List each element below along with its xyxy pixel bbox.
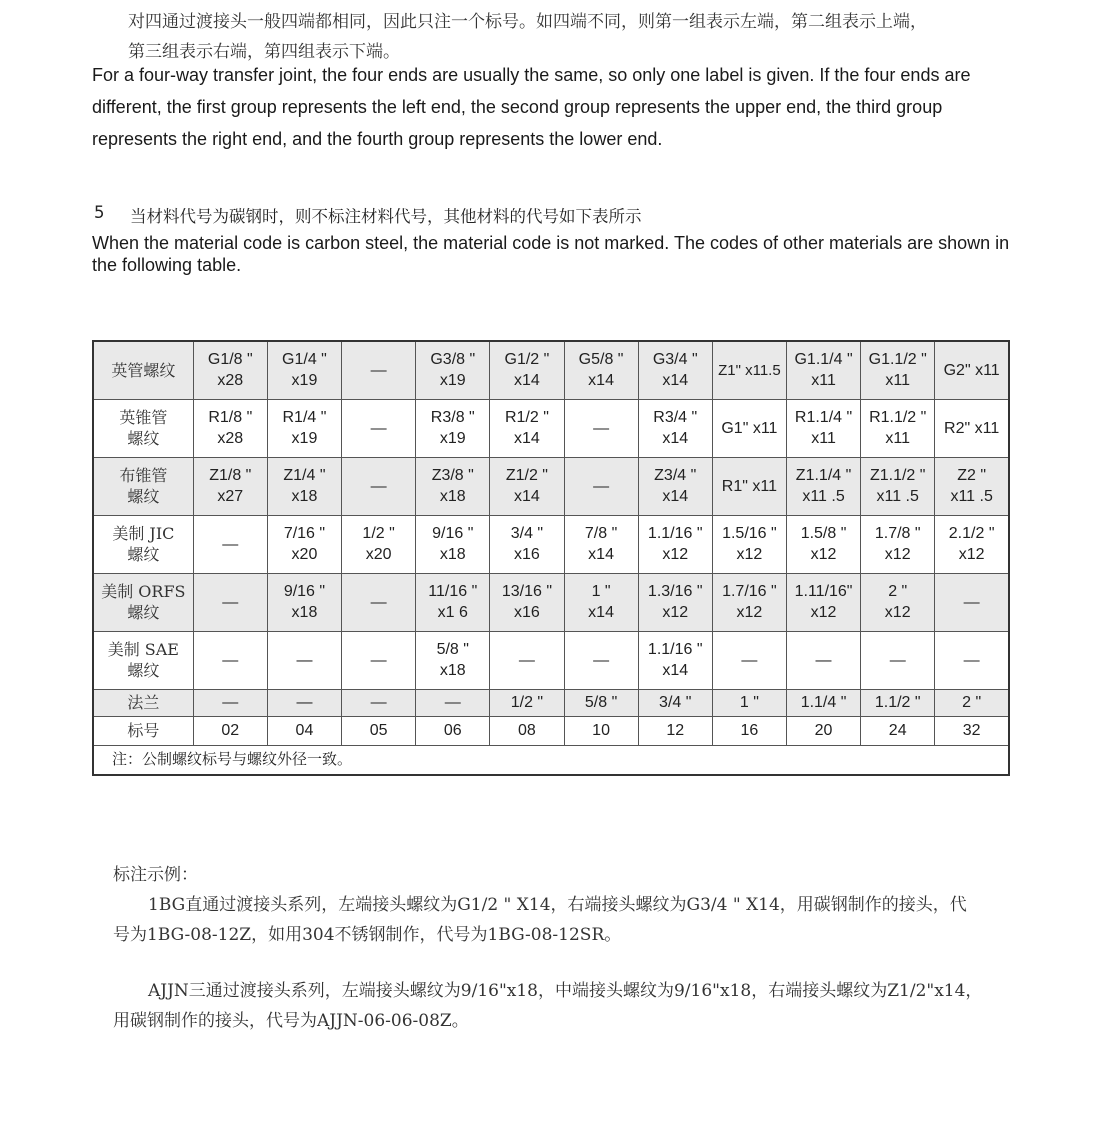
table-cell <box>416 515 490 573</box>
row-header <box>93 631 193 689</box>
section-en-line-2: the following table. <box>92 255 242 275</box>
table-cell-value: G5/8 " x14 <box>578 351 624 390</box>
table-cell <box>267 716 341 745</box>
table-cell-value: — <box>370 419 387 437</box>
table-cell <box>712 341 786 399</box>
table-cell <box>935 631 1009 689</box>
table-cell-value: R1.1/4 " x11 <box>794 409 853 447</box>
table-cell <box>564 515 638 573</box>
table-cell <box>342 716 416 745</box>
table-cell <box>193 399 267 457</box>
table-cell <box>935 399 1009 457</box>
table-cell <box>416 689 490 716</box>
table-cell <box>342 399 416 457</box>
intro-en-line-3: represents the right end, and the fourth group represents the lower end. <box>92 129 663 149</box>
intro-en-line-2: different, the first group represents the left end, the second group represents the upper end, the third group <box>92 97 943 117</box>
table-cell-value: 1.5/16 " x12 <box>722 525 777 563</box>
example-1-line-2: 号为1BG-08-12Z，如用304不锈钢制作，代号为1BG-08-12SR。 <box>113 925 622 945</box>
table-cell-value: R1" x11 <box>721 477 777 495</box>
table-cell-value: R3/8 " x19 <box>430 409 475 447</box>
table-cell <box>193 689 267 716</box>
example-2-line-1: AJJN三通过渡接头系列，左端接头螺纹为9/16"x18，中端接头螺纹为9/16"x18，右端接头螺纹为Z1/2"x14， <box>148 981 983 1001</box>
table-cell <box>638 515 712 573</box>
table-cell-value: Z3/4 " x14 <box>654 467 697 505</box>
table-cell <box>786 573 860 631</box>
table-cell-value: G1.1/2 " x11 <box>868 351 927 390</box>
table-cell <box>861 573 935 631</box>
table-cell-value: — <box>370 651 387 669</box>
row-header <box>93 689 193 716</box>
table-cell-value: 24 <box>888 722 907 739</box>
table-cell <box>342 341 416 399</box>
table-cell-value: 11/16 " x1 6 <box>428 583 478 621</box>
table-cell-value: — <box>296 651 313 669</box>
table-note: 注：公制螺纹标号与螺纹外径一致。 <box>93 745 1009 775</box>
table-row <box>93 457 1009 515</box>
table-cell-value: 02 <box>221 722 240 739</box>
table-cell <box>193 716 267 745</box>
table-cell-value: 7/16 " x20 <box>283 525 326 563</box>
table-cell <box>786 399 860 457</box>
table-cell <box>564 457 638 515</box>
row-header-label: 布锥管 螺纹 <box>119 466 168 506</box>
table-cell <box>935 341 1009 399</box>
table-cell <box>193 573 267 631</box>
table-cell <box>267 399 341 457</box>
intro-cn-line-2: 第三组表示右端，第四组表示下端。 <box>128 42 400 62</box>
table-cell-value: 12 <box>666 722 685 739</box>
table-cell-value: — <box>963 651 980 669</box>
table-cell <box>416 457 490 515</box>
table-cell <box>786 689 860 716</box>
table-cell <box>786 457 860 515</box>
thread-code-table <box>92 340 1010 776</box>
table-cell-value: 1.7/8 " x12 <box>874 525 921 563</box>
table-cell <box>490 689 564 716</box>
table-row <box>93 716 1009 745</box>
table-cell-value: — <box>296 694 313 711</box>
table-cell <box>638 399 712 457</box>
row-header <box>93 457 193 515</box>
table-cell-value: 2 " x12 <box>884 583 911 621</box>
table-cell-value: Z2 " x11 .5 <box>950 467 993 505</box>
table-cell-value: R1/8 " x28 <box>208 409 253 447</box>
table-cell-value: — <box>593 419 610 437</box>
table-cell <box>712 573 786 631</box>
table-cell <box>638 716 712 745</box>
table-cell <box>193 341 267 399</box>
table-cell <box>342 573 416 631</box>
table-row <box>93 399 1009 457</box>
table-cell <box>193 457 267 515</box>
table-cell-value: 1.11/16" x12 <box>794 583 853 621</box>
table-cell-value: R3/4 " x14 <box>653 409 698 447</box>
row-header-label: 英管螺纹 <box>111 360 176 380</box>
intro-cn-line-1: 对四通过渡接头一般四端都相同，因此只注一个标号。如四端不同，则第一组表示左端，第二组表示上端， <box>128 12 927 32</box>
table-cell <box>712 457 786 515</box>
table-cell <box>861 515 935 573</box>
table-cell <box>935 515 1009 573</box>
table-cell <box>267 689 341 716</box>
table-cell-value: 05 <box>369 722 388 739</box>
table-cell-value: 06 <box>443 722 462 739</box>
table-cell <box>416 716 490 745</box>
table-cell <box>935 573 1009 631</box>
table-cell-value: — <box>222 593 239 611</box>
table-cell-value: R1.1/2 " x11 <box>869 409 927 447</box>
row-header-label: 美制 JIC 螺纹 <box>112 524 175 564</box>
table-cell-value: — <box>593 477 610 495</box>
table-cell-value: 2.1/2 " x12 <box>948 525 995 563</box>
table-cell <box>786 716 860 745</box>
table-cell-value: 2 " <box>962 694 982 711</box>
table-cell <box>712 515 786 573</box>
table-cell-value: 1.5/8 " x12 <box>800 525 847 563</box>
table-cell-value: 1 " <box>739 694 759 711</box>
intro-en-line-1: For a four-way transfer joint, the four ends are usually the same, so only one label is given. If the four ends are <box>92 65 971 85</box>
table-cell-value: 1/2 " x20 <box>362 525 395 563</box>
section-title-cn: 当材料代号为碳钢时，则不标注材料代号，其他材料的代号如下表所示 <box>130 207 642 226</box>
table-cell-value: 1/2 " <box>510 694 544 711</box>
table-cell-value: G1/2 " x14 <box>504 351 550 390</box>
row-header <box>93 515 193 573</box>
table-cell-value: 3/4 " x16 <box>510 525 544 563</box>
table-cell-value: 1.3/16 " x12 <box>647 583 703 621</box>
table-cell <box>267 457 341 515</box>
table-cell <box>861 716 935 745</box>
row-header <box>93 399 193 457</box>
table-cell-value: Z1/4 " x18 <box>283 467 326 505</box>
table-cell <box>490 631 564 689</box>
table-row <box>93 341 1009 399</box>
example-2-line-2: 用碳钢制作的接头，代号为AJJN-06-06-08Z。 <box>113 1011 469 1031</box>
table-cell-value: Z1/8 " x27 <box>209 467 252 505</box>
table-cell <box>935 457 1009 515</box>
table-cell-value: Z1.1/4 " x11 .5 <box>795 467 852 505</box>
table-cell-value: 1.1/16 " x12 <box>647 525 703 563</box>
table-cell-value: — <box>222 651 239 669</box>
table-cell <box>638 341 712 399</box>
table-cell-value: 5/8 " x18 <box>436 641 469 679</box>
table-cell-value: — <box>963 593 980 611</box>
table-cell-value: 13/16 " x16 <box>501 583 552 621</box>
table-cell-value: G2" x11 <box>943 361 1000 379</box>
table-cell <box>564 631 638 689</box>
table-cell <box>490 457 564 515</box>
table-cell-value: — <box>741 651 758 669</box>
table-cell <box>712 399 786 457</box>
table-cell-value: 9/16 " x18 <box>432 525 474 563</box>
row-header-label: 英锥管 螺纹 <box>119 408 168 448</box>
table-cell-value: 1.1/16 " x14 <box>647 641 703 679</box>
table-cell <box>267 341 341 399</box>
table-cell-value: G1.1/4 " x11 <box>794 351 853 390</box>
table-cell-value: — <box>518 651 535 669</box>
table-cell-value: R2" x11 <box>944 419 1000 437</box>
table-cell-value: Z1/2 " x14 <box>505 467 548 505</box>
table-row <box>93 515 1009 573</box>
table-cell <box>712 631 786 689</box>
table-cell-value: G3/4 " x14 <box>652 351 698 390</box>
table-cell-value: — <box>444 694 461 711</box>
table-cell <box>861 341 935 399</box>
table-cell-value: G1/4 " x19 <box>282 351 327 390</box>
row-header-label: 法兰 <box>127 693 160 712</box>
table-cell-value: 1.7/16 " x12 <box>722 583 777 621</box>
row-header-label: 美制 ORFS 螺纹 <box>101 582 186 622</box>
table-cell <box>342 631 416 689</box>
table-cell <box>416 573 490 631</box>
table-cell-value: R1/4 " x19 <box>282 409 327 447</box>
table-body <box>93 341 1009 775</box>
table-cell-value: — <box>889 651 906 669</box>
table-cell <box>935 689 1009 716</box>
table-cell-value: — <box>370 477 387 495</box>
table-cell-value: G1/8 " x28 <box>207 351 253 390</box>
table-cell <box>861 631 935 689</box>
table-cell-value: — <box>370 361 387 379</box>
examples-title: 标注示例： <box>113 865 198 885</box>
table-cell-value: G3/8 " x19 <box>430 351 476 390</box>
table-cell <box>786 515 860 573</box>
table-cell <box>861 689 935 716</box>
table-cell <box>564 689 638 716</box>
table-cell-value: Z1.1/2 " x11 .5 <box>869 467 926 505</box>
table-cell <box>342 457 416 515</box>
section-number: 5 <box>94 203 105 222</box>
table-row <box>93 689 1009 716</box>
table-cell <box>638 457 712 515</box>
table-cell <box>267 515 341 573</box>
row-header <box>93 716 193 745</box>
table-cell <box>342 515 416 573</box>
table-cell-value: — <box>370 593 387 611</box>
table-cell <box>564 399 638 457</box>
table-cell-value: 20 <box>814 722 833 739</box>
table-cell-value: 04 <box>295 722 314 739</box>
table-cell <box>935 716 1009 745</box>
table-cell <box>267 631 341 689</box>
table-note-row <box>93 745 1009 775</box>
table-cell-value: Z1" x11.5 <box>718 361 781 379</box>
section-en-line-1: When the material code is carbon steel, the material code is not marked. The codes of other materials are shown in <box>92 233 1010 253</box>
table-cell-value: 16 <box>740 722 759 739</box>
table-cell-value: — <box>370 694 387 711</box>
table-cell <box>861 399 935 457</box>
table-cell <box>638 689 712 716</box>
row-header <box>93 573 193 631</box>
table-cell <box>786 631 860 689</box>
table-cell <box>416 631 490 689</box>
table-cell <box>786 341 860 399</box>
table-cell <box>490 341 564 399</box>
table-cell <box>416 341 490 399</box>
table-cell <box>193 631 267 689</box>
table-cell <box>416 399 490 457</box>
table-cell-value: 9/16 " x18 <box>283 583 326 621</box>
example-1-line-1: 1BG直通过渡接头系列，左端接头螺纹为G1/2 " X14，右端接头螺纹为G3/4 " X14，用碳钢制作的接头，代 <box>148 895 967 915</box>
table-cell-value: G1" x11 <box>721 419 778 437</box>
table-cell <box>490 515 564 573</box>
table-cell-value: 08 <box>518 722 536 739</box>
table-row <box>93 631 1009 689</box>
table-cell <box>490 573 564 631</box>
table-cell-value: 32 <box>962 722 981 739</box>
table-cell-value: Z3/8 " x18 <box>431 467 474 505</box>
row-header-label: 美制 SAE 螺纹 <box>107 640 179 680</box>
table-cell <box>193 515 267 573</box>
table-cell-value: — <box>222 535 239 553</box>
table-cell-value: 1.1/4 " <box>800 694 847 711</box>
table-cell <box>490 716 564 745</box>
table-cell <box>638 631 712 689</box>
table-cell-value: — <box>222 694 239 711</box>
table-cell <box>861 457 935 515</box>
table-cell <box>342 689 416 716</box>
table-cell-value: — <box>815 651 832 669</box>
table-cell-value: 1 " x14 <box>588 583 614 621</box>
table-cell-value: 5/8 " <box>584 694 618 711</box>
table-cell-value: R1/2 " x14 <box>504 409 549 447</box>
table-cell <box>712 689 786 716</box>
table-cell <box>638 573 712 631</box>
table-cell <box>564 716 638 745</box>
table-cell <box>564 573 638 631</box>
table-cell <box>564 341 638 399</box>
table-cell-value: — <box>593 651 610 669</box>
row-header <box>93 341 193 399</box>
table-cell-value: 3/4 " <box>659 694 692 711</box>
table-cell-value: 10 <box>592 722 610 739</box>
table-cell-value: 1.1/2 " <box>874 694 921 711</box>
table-cell <box>712 716 786 745</box>
row-header-label: 标号 <box>127 721 160 740</box>
table-cell-value: 7/8 " x14 <box>584 525 618 563</box>
table-cell <box>267 573 341 631</box>
table-cell <box>490 399 564 457</box>
table-row <box>93 573 1009 631</box>
